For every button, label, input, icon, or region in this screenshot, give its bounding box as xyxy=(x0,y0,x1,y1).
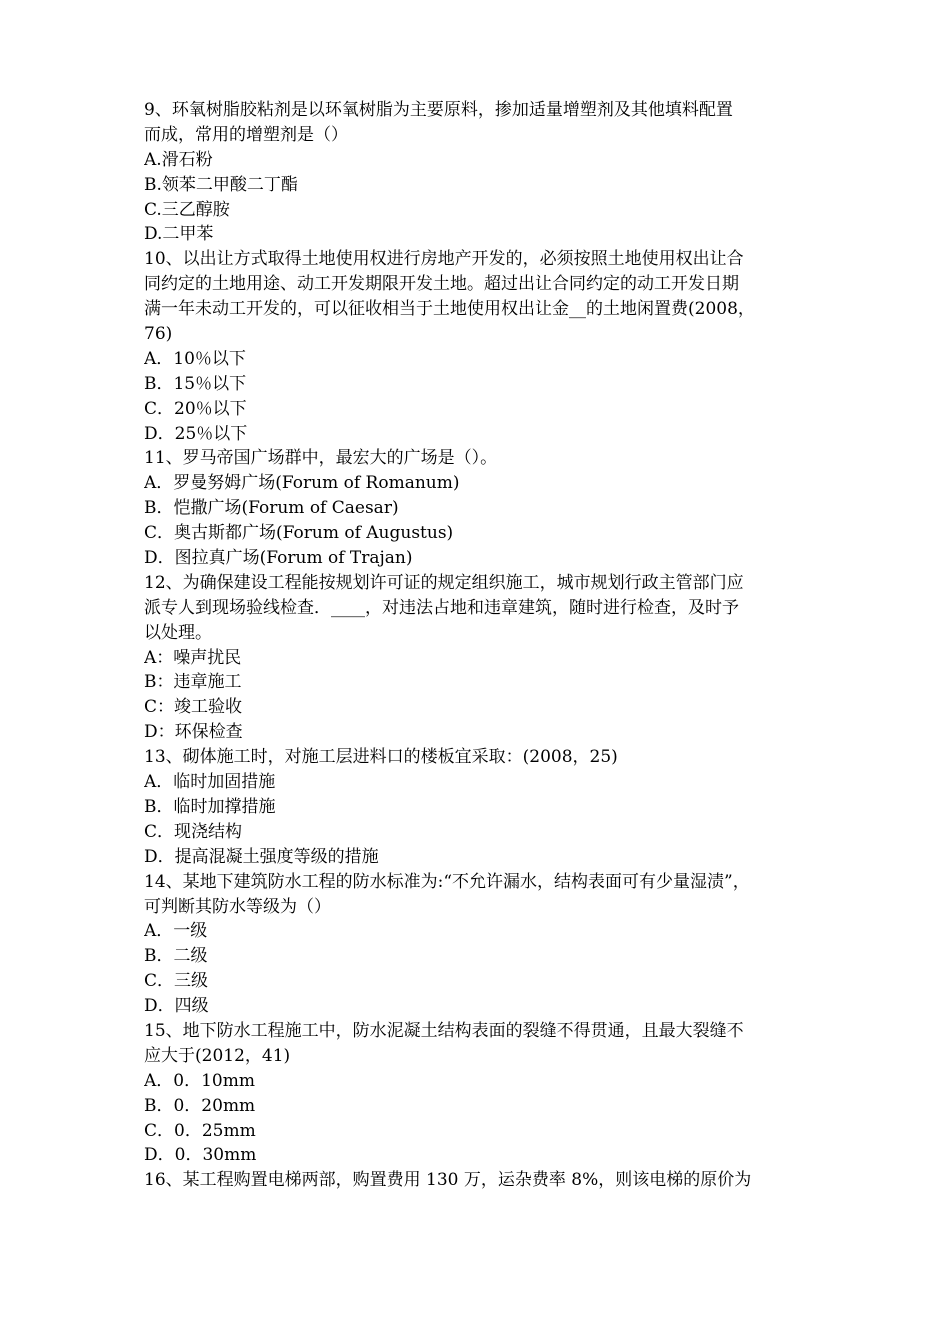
text-line: 9、环氧树脂胶粘剂是以环氧树脂为主要原料，掺加适量增塑剂及其他填料配置 xyxy=(144,100,733,120)
text-line: 以处理。 xyxy=(144,622,212,643)
text-line: C：竣工验收 xyxy=(144,697,243,718)
text-line: B：违章施工 xyxy=(144,672,242,693)
text-line: B．恺撒广场(Forum of Caesar) xyxy=(144,498,399,519)
document-body xyxy=(144,98,814,1193)
text-line: D．0．30mm xyxy=(144,1145,257,1166)
text-line: 应大于(2012，41) xyxy=(144,1045,291,1066)
text-line: B．二级 xyxy=(144,946,208,967)
text-line: A．罗曼努姆广场(Forum of Romanum) xyxy=(144,473,460,494)
text-line: A.滑石粉 xyxy=(144,149,213,170)
text-line: C．现浇结构 xyxy=(144,821,243,842)
text-line: D：环保检查 xyxy=(144,722,243,743)
text-line: 15、地下防水工程施工中，防水泥凝土结构表面的裂缝不得贯通，且最大裂缝不 xyxy=(144,1020,744,1041)
text-line: B.领苯二甲酸二丁酯 xyxy=(144,174,298,195)
text-line: 派专人到现场验线检查．____，对违法占地和违章建筑，随时进行检查，及时予 xyxy=(144,597,739,618)
text-line: D．25％以下 xyxy=(144,423,248,444)
text-line: C．0．25mm xyxy=(144,1120,256,1141)
text-line: C．20％以下 xyxy=(144,398,247,419)
text-line: 16、某工程购置电梯两部，购置费用 130 万，运杂费率 8%，则该电梯的原价为 xyxy=(144,1170,752,1191)
text-line: A．临时加固措施 xyxy=(144,772,276,793)
text-line: 76) xyxy=(144,324,173,345)
text-line: A．0．10mm xyxy=(144,1070,255,1091)
text-line: 11、罗马帝国广场群中，最宏大的广场是（）。 xyxy=(144,448,498,469)
text-line: C．三级 xyxy=(144,971,209,992)
text-line: C.三乙醇胺 xyxy=(144,199,230,220)
text-line: B．0．20mm xyxy=(144,1095,256,1116)
text-line: 满一年未动工开发的，可以征收相当于土地使用权出让金__的土地闲置费(2008， xyxy=(144,299,755,320)
text-line: A．10％以下 xyxy=(144,348,246,369)
text-line: 同约定的土地用途、动工开发期限开发土地。超过出让合同约定的动工开发日期 xyxy=(144,274,739,295)
text-line: 而成，常用的增塑剂是（） xyxy=(144,124,348,145)
text-line: 12、为确保建设工程能按规划许可证的规定组织施工，城市规划行政主管部门应 xyxy=(144,572,744,593)
text-line: B．15％以下 xyxy=(144,373,247,394)
text-line: D．提高混凝土强度等级的措施 xyxy=(144,846,379,867)
text-line: D.二甲苯 xyxy=(144,224,214,245)
text-line: B．临时加撑措施 xyxy=(144,796,276,817)
text-line: 可判断其防水等级为（） xyxy=(144,896,331,917)
text-line: D．四级 xyxy=(144,996,209,1017)
text-line: 14、某地下建筑防水工程的防水标准为:“不允许漏水，结构表面可有少量湿渍”， xyxy=(144,871,750,892)
text-line: A：噪声扰民 xyxy=(144,647,242,668)
text-line: 13、砌体施工时，对施工层进料口的楼板宜采取：(2008，25) xyxy=(144,747,618,768)
text-line: A．一级 xyxy=(144,921,208,942)
text-line: C．奥古斯都广场(Forum of Augustus) xyxy=(144,523,454,544)
text-line: D．图拉真广场(Forum of Trajan) xyxy=(144,548,413,569)
text-line: 10、以出让方式取得土地使用权进行房地产开发的，必须按照土地使用权出让合 xyxy=(144,249,744,270)
